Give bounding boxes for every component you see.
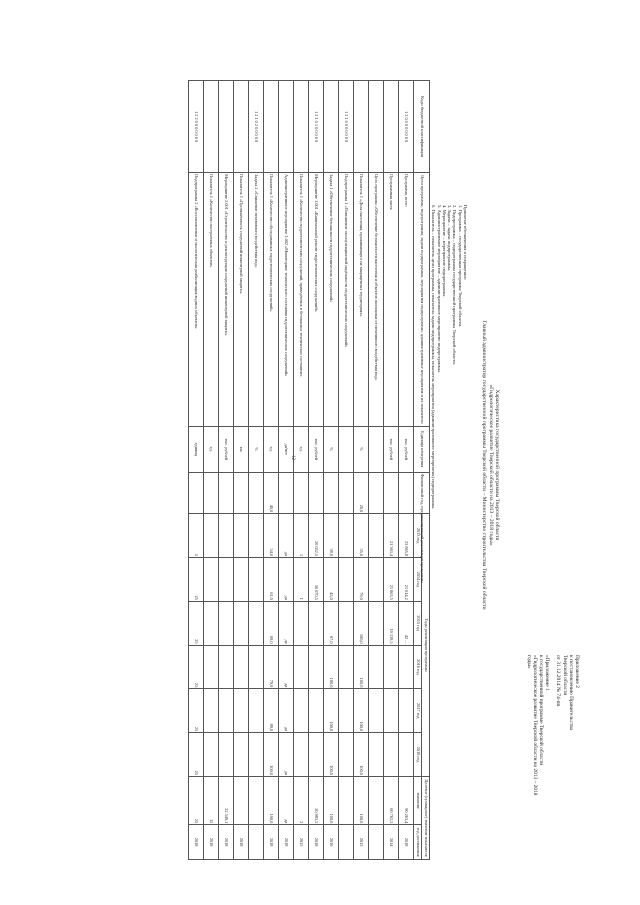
row-name: Подпрограмма 1 «Повышение эксплуатационной надёжности гидротехнических сооружений»	[339, 173, 354, 427]
header-2018: 2018 год	[414, 733, 422, 777]
row-unit: ед.	[204, 426, 219, 472]
table-row	[219, 81, 234, 860]
row-unit: да/нет	[279, 426, 294, 472]
row-2016: 100,0	[354, 645, 369, 689]
row-2013: 38,0	[324, 514, 339, 558]
row-unit: %	[324, 426, 339, 472]
row-2015	[249, 601, 264, 645]
table-row	[294, 81, 309, 860]
row-name: Задача 1 «Обеспечение безопасности гидротехнических сооружений»	[324, 173, 339, 427]
row-2016	[399, 645, 414, 689]
row-codes	[279, 81, 294, 173]
row-name: Показатель 1 «Протяжённость сооружений инженерной защиты»	[234, 173, 249, 427]
table-row	[369, 81, 384, 860]
annex-line: к государственной программе Тверской области	[537, 655, 544, 766]
row-final-value: 20 983,5	[309, 776, 324, 824]
row-name: Программная часть	[384, 173, 399, 427]
row-codes	[324, 81, 339, 173]
row-unit: %	[249, 426, 264, 472]
row-2015: 19 139,5	[384, 601, 399, 645]
title-line: Характеристика государственной программы Тверской области	[494, 389, 500, 541]
row-2018	[369, 733, 384, 777]
legend-line: 2. Подпрограмма – подпрограмма государственной программы Тверской области.	[452, 205, 458, 366]
row-2015	[309, 601, 324, 645]
row-2018	[234, 733, 249, 777]
row-2015	[294, 601, 309, 645]
row-2018: 25	[189, 733, 204, 777]
table-body	[189, 81, 414, 860]
row-final-year: 2018	[309, 825, 324, 860]
row-2017	[384, 689, 399, 733]
row-2016	[204, 645, 219, 689]
header-2014: 2014 год	[414, 558, 422, 602]
row-2018	[339, 733, 354, 777]
row-name: Показатель 1 «Доля населения, проживающего на защищённых территориях»	[354, 173, 369, 427]
table-row	[189, 81, 204, 860]
row-2016	[309, 645, 324, 689]
row-2013: 21 363,4	[384, 514, 399, 558]
row-2017	[369, 689, 384, 733]
row-final-year: 2015	[294, 825, 309, 860]
row-name: Мероприятие 2.001 «Строительство и реконструкция сооружений инженерной защиты»	[219, 173, 234, 427]
row-final-value: 12	[204, 776, 219, 824]
row-unit: тыс. рублей	[309, 426, 324, 472]
row-2015	[339, 601, 354, 645]
row-codes: 1 2 2 0 0 0 0 0 0 0	[189, 81, 204, 173]
legend-line: Принятые обозначения и сокращения:	[463, 205, 468, 280]
title-line: «Гидрологическое развитие Тверской области на 2013 – 2018 годы»	[487, 384, 494, 546]
row-prev-year	[234, 472, 249, 513]
row-prev-year	[384, 472, 399, 513]
table-row	[354, 81, 369, 860]
row-name: Цель программы «Обеспечение безопасности населения и объектов экономики от негативного воздействия вод»	[369, 173, 384, 427]
row-2017: 25	[189, 689, 204, 733]
row-2013	[234, 514, 249, 558]
legend-line: 6. Показатель – показатель цели программы, показатель задачи подпрограммы, показатель мероприятия (административного мероприятия) подпрограммы.	[431, 205, 437, 510]
row-final-year: 2015	[354, 825, 369, 860]
row-final-value	[369, 776, 384, 824]
row-final-value: 90 263,4	[399, 776, 414, 824]
row-codes: 1 2 1 0 2 0 0 0 0 0	[249, 81, 264, 173]
row-unit: ед.	[264, 426, 279, 472]
row-prev-year	[369, 472, 384, 513]
row-2014: 61,0	[264, 558, 279, 602]
row-2018	[294, 733, 309, 777]
row-final-year: 2014	[384, 825, 399, 860]
row-prev-year	[324, 472, 339, 513]
row-codes	[384, 81, 399, 173]
row-final-value: 60 762,5	[384, 776, 399, 824]
row-codes	[294, 81, 309, 173]
row-unit: %	[354, 426, 369, 472]
row-name: Показатель 1 «Количество гидротехнических сооружений, приведённых в безопасное техническое состояние»	[294, 173, 309, 427]
legend-line: 5. Административное мероприятие – административное мероприятие подпрограммы.	[436, 205, 442, 373]
header-value: значение	[414, 776, 422, 824]
row-2017	[309, 689, 324, 733]
row-2014	[369, 558, 384, 602]
table-row	[234, 81, 249, 860]
row-codes: 1 2 1 0 1 0 0 0 0 0	[309, 81, 324, 173]
row-final-value: да	[279, 776, 294, 824]
row-unit	[369, 426, 384, 472]
annex-block	[525, 655, 580, 855]
row-final-year	[339, 825, 354, 860]
header-2017: 2017 год	[414, 689, 422, 733]
row-2014: да	[279, 558, 294, 602]
row-2014: 45,0	[324, 558, 339, 602]
rotated-sheet	[50, 55, 590, 865]
characteristics-table	[188, 80, 430, 860]
row-2018: да	[279, 733, 294, 777]
row-2018	[309, 733, 324, 777]
header-code: Коды бюджетной классификации	[414, 81, 430, 173]
title-line: Главный администратор государственной программы Тверской области – Министерство строительства Тверской области	[481, 320, 488, 610]
row-final-value: 100,0	[264, 776, 279, 824]
header-fin-year: Финансовый год, предшествующий реализации программы	[414, 472, 430, 513]
row-2017	[339, 689, 354, 733]
table-row	[309, 81, 324, 860]
row-unit: км	[234, 426, 249, 472]
row-unit: ед.	[294, 426, 309, 472]
row-2014: 21 614,2	[399, 558, 414, 602]
row-codes	[204, 81, 219, 173]
row-2015: 42 ...	[399, 601, 414, 645]
row-2015: 67,0	[324, 601, 339, 645]
table-row	[339, 81, 354, 860]
annex-line: «Приложение 1	[544, 655, 551, 691]
row-2017: 100,0	[354, 689, 369, 733]
row-2014: 76,0	[354, 558, 369, 602]
row-unit: тыс. рублей	[384, 426, 399, 472]
annex-line: от 31.12.2014 № 74-пп	[555, 655, 562, 707]
row-2013	[369, 514, 384, 558]
row-2015: 69,0	[264, 601, 279, 645]
row-2013: 20 052,5	[309, 514, 324, 558]
row-2017: 100,0	[324, 689, 339, 733]
row-prev-year	[309, 472, 324, 513]
row-final-year: 2018	[264, 825, 279, 860]
characteristics-table-wrap	[188, 80, 430, 860]
table-row	[204, 81, 219, 860]
legend-line: 4. Мероприятие – мероприятие подпрограммы.	[441, 205, 447, 298]
row-prev-year: 40,0	[264, 472, 279, 513]
row-name: Подпрограмма 2 «Восстановление и экологическая реабилитация водных объектов»	[189, 173, 204, 427]
row-prev-year	[399, 472, 414, 513]
row-2015	[204, 601, 219, 645]
row-2016	[249, 645, 264, 689]
row-codes	[369, 81, 384, 173]
row-2017: 89,0	[264, 689, 279, 733]
row-final-year	[369, 825, 384, 860]
row-2016: 100,0	[324, 645, 339, 689]
header-name: Цели программы, подпрограмма, задачи подпрограммы, мероприятия подпрограммы, административные мероприятия и их показатели	[414, 173, 430, 427]
row-2014	[339, 558, 354, 602]
table-row	[279, 81, 294, 860]
row-unit: тыс. рублей	[219, 426, 234, 472]
row-name: Мероприятие 1.001 «Капитальный ремонт гидротехнических сооружений»	[309, 173, 324, 427]
row-final-value	[234, 776, 249, 824]
table-row	[264, 81, 279, 860]
row-2016	[234, 645, 249, 689]
row-final-value	[339, 776, 354, 824]
row-2018: 100,0	[324, 733, 339, 777]
row-codes: 1 2 1 0 0 0 0 0 0 0	[339, 81, 354, 173]
row-2017	[204, 689, 219, 733]
row-2013: 54,0	[264, 514, 279, 558]
row-2017	[294, 689, 309, 733]
row-2018	[219, 733, 234, 777]
annex-line: Приложение 2	[574, 655, 580, 688]
annex-line: к постановлению Правительства	[567, 655, 574, 731]
row-2018: 100,0	[264, 733, 279, 777]
row-unit	[339, 426, 354, 472]
page-number: 12	[290, 455, 295, 460]
row-2017	[399, 689, 414, 733]
row-codes	[354, 81, 369, 173]
row-2014: 21 863,5	[384, 558, 399, 602]
row-name: Задача 2 «Снижение негативного воздействия вод»	[249, 173, 264, 427]
annex-line: Тверской области	[561, 655, 568, 696]
row-2013: 35,0	[354, 514, 369, 558]
row-prev-year	[279, 472, 294, 513]
table-row	[249, 81, 264, 860]
row-2018	[399, 733, 414, 777]
row-name: Показатель 1 «Количество построенных объектов»	[204, 173, 219, 427]
legend-line: 3. Задача – задача подпрограммы.	[447, 205, 453, 271]
row-2015	[219, 601, 234, 645]
row-2017	[249, 689, 264, 733]
row-2016	[339, 645, 354, 689]
row-2015: 100,0	[354, 601, 369, 645]
row-2014	[204, 558, 219, 602]
row-final-value: 22 549,1	[219, 776, 234, 824]
row-2016	[369, 645, 384, 689]
row-prev-year: 20,0	[354, 472, 369, 513]
row-2017	[219, 689, 234, 733]
row-2016	[384, 645, 399, 689]
row-2014	[249, 558, 264, 602]
row-2018	[204, 733, 219, 777]
row-final-year: 2018	[399, 825, 414, 860]
row-2014: 30 070,5	[309, 558, 324, 602]
row-codes: 1 2 0 0 0 0 0 0 0 0	[399, 81, 414, 173]
row-2018	[249, 733, 264, 777]
row-name: Административное мероприятие 1.002 «Мониторинг технического состояния гидротехнических сооружений»	[279, 173, 294, 427]
row-final-year: 2018	[219, 825, 234, 860]
annex-line: «Гидрологическое развитие Тверской области на 2013 – 2018	[531, 655, 538, 796]
row-final-year	[249, 825, 264, 860]
header-2013: 2013 год	[414, 514, 422, 558]
table-row	[384, 81, 399, 860]
row-2016	[219, 645, 234, 689]
row-2018: 100,0	[354, 733, 369, 777]
row-2013	[219, 514, 234, 558]
row-final-year: 2018	[279, 825, 294, 860]
header-final: Целевое (суммарное) значение показателя	[422, 776, 430, 859]
row-2015: 25	[189, 601, 204, 645]
row-2013	[339, 514, 354, 558]
row-name: Программа, всего	[399, 173, 414, 427]
row-codes	[219, 81, 234, 173]
row-2013: 1	[294, 514, 309, 558]
table-row	[399, 81, 414, 860]
row-2017: да	[279, 689, 294, 733]
row-final-value: 100,0	[354, 776, 369, 824]
row-2016: 25	[189, 645, 204, 689]
row-prev-year	[294, 472, 309, 513]
header-year-achieved: год достижения	[414, 825, 422, 860]
row-2015	[234, 601, 249, 645]
row-2016	[294, 645, 309, 689]
row-2018	[384, 733, 399, 777]
row-unit: тыс. рублей	[399, 426, 414, 472]
row-prev-year	[219, 472, 234, 513]
row-final-year: 2018	[234, 825, 249, 860]
header-unit: Единица измерения	[414, 426, 430, 472]
row-final-year: 2018	[189, 825, 204, 860]
row-2013	[249, 514, 264, 558]
row-codes	[234, 81, 249, 173]
row-final-value: 25	[189, 776, 204, 824]
row-2013	[204, 514, 219, 558]
table-header-row	[422, 81, 430, 860]
row-prev-year	[204, 472, 219, 513]
row-2017	[234, 689, 249, 733]
row-2013: 5	[189, 514, 204, 558]
header-2016: 2016 год	[414, 645, 422, 689]
row-codes	[264, 81, 279, 173]
document-title	[481, 205, 500, 725]
row-2016: да	[279, 645, 294, 689]
legend-block	[431, 205, 468, 725]
header-years: Годы реализации программы	[422, 514, 430, 777]
row-final-value	[249, 776, 264, 824]
row-2013: 23 865,8	[399, 514, 414, 558]
row-prev-year	[189, 472, 204, 513]
row-prev-year	[249, 472, 264, 513]
row-final-value: 100,0	[324, 776, 339, 824]
row-name: Показатель 1 «Количество обследованных гидротехнических сооружений»	[264, 173, 279, 427]
annex-line: годы»	[525, 655, 532, 669]
header-2015: 2015 год	[414, 601, 422, 645]
table-row	[324, 81, 339, 860]
row-2016: 79,0	[264, 645, 279, 689]
legend-line: 1. Программа – государственная программа Тверской области.	[457, 205, 463, 328]
row-final-value: 2	[294, 776, 309, 824]
row-final-year: 2018	[204, 825, 219, 860]
row-2015	[369, 601, 384, 645]
row-2015: да	[279, 601, 294, 645]
row-2014: 25	[189, 558, 204, 602]
row-final-year: 2016	[324, 825, 339, 860]
row-prev-year	[339, 472, 354, 513]
row-2013: да	[279, 514, 294, 558]
row-2014	[219, 558, 234, 602]
row-unit: единиц	[189, 426, 204, 472]
row-2014	[234, 558, 249, 602]
row-2014: 1	[294, 558, 309, 602]
